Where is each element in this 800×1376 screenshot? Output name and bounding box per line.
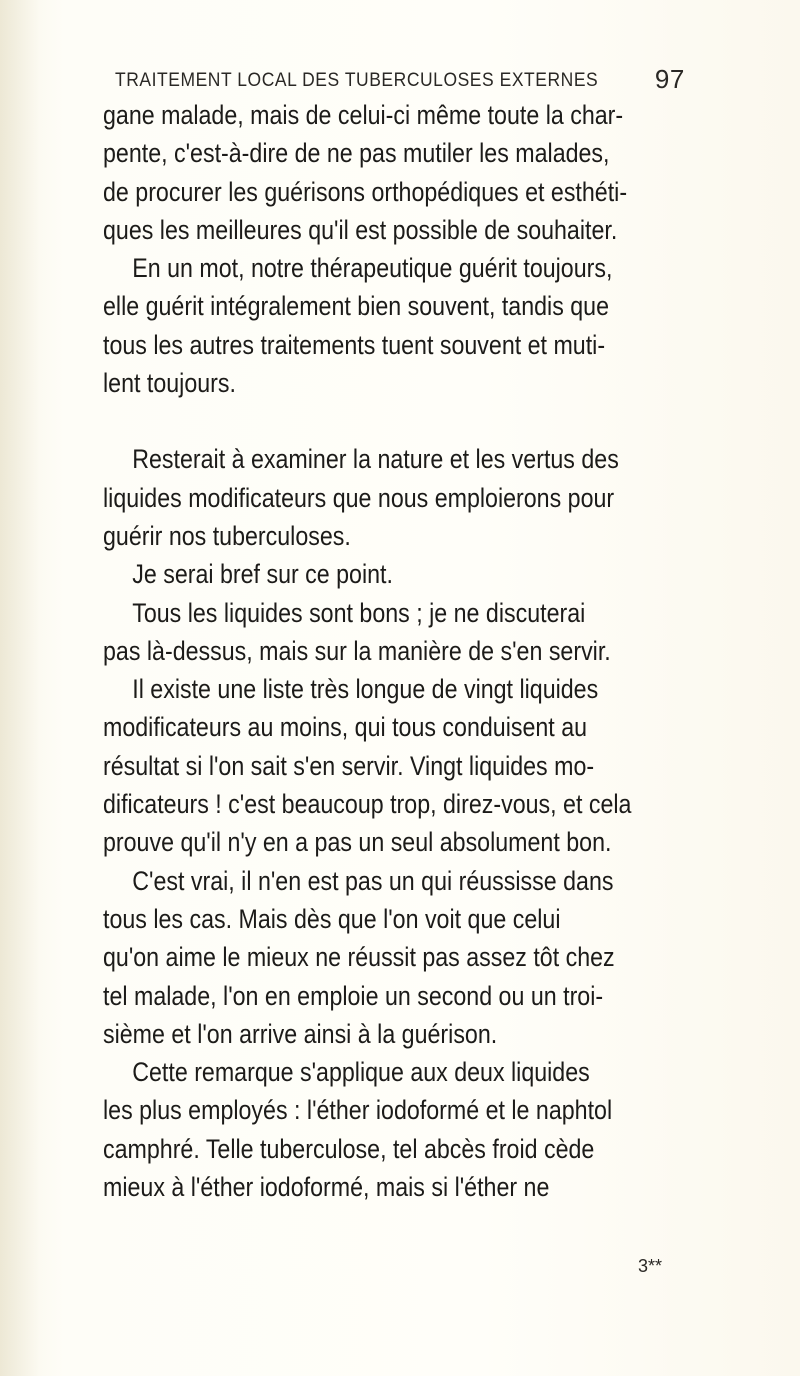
- text-line: Je serai bref sur ce point.: [132, 559, 393, 590]
- text-line: Il existe une liste très longue de vingt liquides: [132, 674, 599, 705]
- paragraph-gap: [103, 402, 693, 440]
- text-line: les plus employés : l'éther iodoformé et le naphtol: [103, 1095, 613, 1126]
- body-text: [103, 96, 693, 1206]
- text-line: elle guérit intégralement bien souvent, tandis que: [103, 291, 610, 322]
- text-line: ques les meilleures qu'il est possible de souhaiter.: [103, 214, 618, 245]
- text-line: dificateurs ! c'est beaucoup trop, direz-vous, et cela: [103, 789, 632, 820]
- text-line: camphré. Telle tuberculose, tel abcès froid cède: [103, 1133, 595, 1164]
- text-line: tous les autres traitements tuent souvent et muti-: [103, 329, 606, 360]
- text-line: tel malade, l'on en emploie un second ou un troi-: [103, 980, 604, 1011]
- text-line: mieux à l'éther iodoformé, mais si l'éther ne: [103, 1172, 550, 1203]
- page-gutter-shadow: [0, 0, 40, 1376]
- text-line: Resterait à examiner la nature et les vertus des: [132, 444, 619, 475]
- text-line: Tous les liquides sont bons ; je ne discuterai: [132, 597, 586, 628]
- text-line: de procurer les guérisons orthopédiques et esthéti-: [103, 176, 628, 207]
- text-line: lent toujours.: [103, 368, 236, 399]
- text-line: pente, c'est-à-dire de ne pas mutiler les malades,: [103, 138, 610, 169]
- text-line: qu'on aime le mieux ne réussit pas assez tôt chez: [103, 942, 615, 973]
- text-line: pas là-dessus, mais sur la manière de s'en servir.: [103, 635, 611, 666]
- text-line: prouve qu'il n'y en a pas un seul absolument bon.: [103, 827, 612, 858]
- text-line: tous les cas. Mais dès que l'on voit que celui: [103, 903, 561, 934]
- text-line: liquides modificateurs que nous emploierons pour: [103, 482, 615, 513]
- text-line: Cette remarque s'applique aux deux liquides: [132, 1057, 590, 1088]
- page-number: 97: [654, 64, 685, 94]
- text-line: résultat si l'on sait s'en servir. Vingt liquides mo-: [103, 750, 595, 781]
- text-line: En un mot, notre thérapeutique guérit toujours,: [132, 253, 613, 284]
- text-line: gane malade, mais de celui-ci même toute la char-: [103, 100, 624, 130]
- text-line: guérir nos tuberculoses.: [103, 520, 351, 551]
- text-line: modificateurs au moins, qui tous conduisent au: [103, 712, 588, 743]
- text-line: sième et l'on arrive ainsi à la guérison.: [103, 1018, 498, 1049]
- text-line: C'est vrai, il n'en est pas un qui réussisse dans: [132, 865, 614, 896]
- signature-mark: 3**: [638, 1256, 663, 1276]
- running-title: TRAITEMENT LOCAL DES TUBERCULOSES EXTERNES: [115, 70, 599, 91]
